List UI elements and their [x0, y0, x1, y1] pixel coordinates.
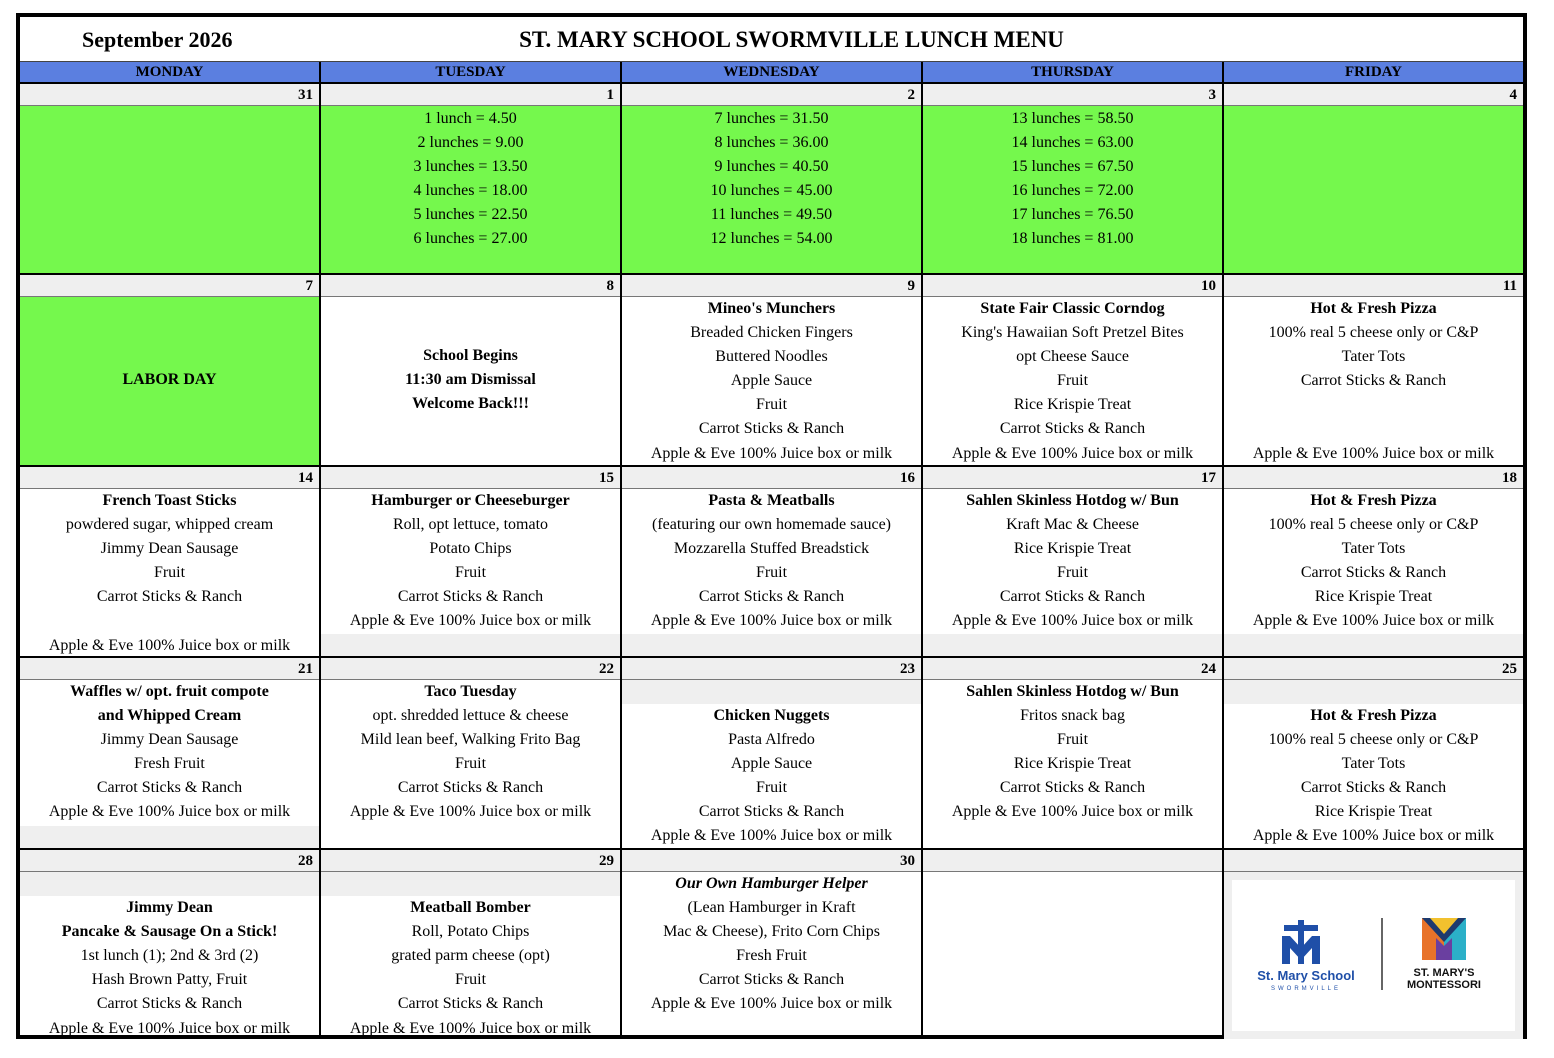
entree-title: Our Own Hamburger Helper	[675, 875, 868, 892]
school-logos	[1232, 880, 1515, 1020]
entree-title: State Fair Classic Corndog	[980, 300, 1165, 317]
entree-title: Hamburger or Cheeseburger	[371, 492, 570, 509]
entree-title: Jimmy Dean	[126, 899, 213, 916]
weekday-monday: MONDAY	[20, 62, 321, 84]
entree-title: and Whipped Cream	[97, 707, 242, 724]
announcement-line: 11:30 am Dismissal	[405, 371, 536, 388]
price-line: 14 lunches = 63.00	[1011, 134, 1134, 151]
menu-items	[622, 872, 921, 1016]
cell-footer-band	[20, 826, 319, 848]
menu-items	[20, 872, 319, 1016]
date-number: 7	[20, 275, 319, 297]
drink-line: Apple & Eve 100% Juice box or milk	[48, 637, 291, 654]
date-number: 18	[1224, 467, 1523, 489]
menu-item: Apple & Eve 100% Juice box or milk	[650, 827, 893, 844]
date-number: 30	[622, 850, 921, 872]
menu-items	[321, 872, 620, 1016]
menu-item: Rice Krispie Treat	[1013, 755, 1132, 772]
menu-item: (featuring our own homemade sauce)	[651, 516, 891, 533]
menu-item: Apple & Eve 100% Juice box or milk	[349, 803, 592, 820]
date-number	[1224, 850, 1523, 872]
menu-item: Mild lean beef, Walking Frito Bag	[360, 731, 581, 748]
menu-item: Pasta Alfredo	[728, 731, 815, 748]
menu-item: Fresh Fruit	[134, 755, 205, 772]
menu-item: Mozzarella Stuffed Breadstick	[673, 540, 870, 557]
menu-item: Carrot Sticks & Ranch	[698, 803, 845, 820]
menu-item: Fruit	[755, 396, 788, 413]
menu-item: Hash Brown Patty, Fruit	[91, 971, 248, 988]
title-row	[20, 17, 1523, 62]
weekday-tuesday: TUESDAY	[321, 62, 622, 84]
menu-item: Roll, Potato Chips	[411, 923, 530, 940]
price-line: 18 lunches = 81.00	[1011, 230, 1134, 247]
lunch-menu-calendar	[16, 13, 1527, 1039]
menu-item: Apple & Eve 100% Juice box or milk	[650, 612, 893, 629]
menu-item: Apple Sauce	[730, 755, 813, 772]
date-number: 21	[20, 658, 319, 680]
menu-item: Fruit	[755, 779, 788, 796]
week-row-1	[20, 84, 1523, 273]
menu-item: Buttered Noodles	[715, 348, 828, 365]
day-cell	[622, 658, 923, 848]
menu-item: Carrot Sticks & Ranch	[999, 420, 1146, 437]
blank-band	[20, 872, 319, 896]
menu-items	[622, 297, 921, 441]
price-line: 4 lunches = 18.00	[413, 182, 528, 199]
month-label: September 2026	[82, 27, 233, 52]
entree-title: Sahlen Skinless Hotdog w/ Bun	[966, 683, 1179, 700]
day-cell	[622, 275, 923, 465]
menu-item: powdered sugar, whipped cream	[65, 516, 274, 533]
day-cell	[923, 84, 1224, 273]
entree-title: Meatball Bomber	[410, 899, 531, 916]
date-number: 2	[622, 84, 921, 106]
entree-title: Hot & Fresh Pizza	[1310, 707, 1437, 724]
drink-line: Apple & Eve 100% Juice box or milk	[48, 1020, 291, 1037]
menu-item: Rice Krispie Treat	[1013, 540, 1132, 557]
menu-item: Carrot Sticks & Ranch	[397, 779, 544, 796]
menu-item: Rice Krispie Treat	[1314, 803, 1433, 820]
date-number: 29	[321, 850, 620, 872]
menu-item: Roll, opt lettuce, tomato	[392, 516, 549, 533]
montessori-line2: MONTESSORI	[1407, 979, 1481, 991]
entree-title: French Toast Sticks	[102, 492, 237, 509]
menu-items	[622, 680, 921, 848]
entree-title: Waffles w/ opt. fruit compote	[70, 683, 269, 700]
date-number	[923, 850, 1222, 872]
week-row-5	[20, 848, 1523, 1039]
date-number: 8	[321, 275, 620, 297]
menu-item: Jimmy Dean Sausage	[100, 540, 239, 557]
weekday-header	[20, 62, 1523, 84]
weekday-thursday: THURSDAY	[923, 62, 1224, 84]
price-line: 12 lunches = 54.00	[710, 230, 833, 247]
menu-items	[1224, 297, 1523, 393]
price-line: 13 lunches = 58.50	[1011, 110, 1134, 127]
date-number: 4	[1224, 84, 1523, 106]
date-number: 31	[20, 84, 319, 106]
menu-item: Carrot Sticks & Ranch	[1300, 779, 1447, 796]
blank-band	[321, 872, 620, 896]
date-number: 14	[20, 467, 319, 489]
menu-item: Apple & Eve 100% Juice box or milk	[1252, 612, 1495, 629]
day-cell	[20, 658, 321, 848]
day-cell	[20, 850, 321, 1039]
date-number: 28	[20, 850, 319, 872]
menu-item: Fresh Fruit	[736, 947, 807, 964]
price-line: 10 lunches = 45.00	[710, 182, 833, 199]
date-number: 25	[1224, 658, 1523, 680]
menu-item: Apple & Eve 100% Juice box or milk	[951, 803, 1194, 820]
day-cell	[321, 850, 622, 1039]
blank-band	[622, 680, 921, 704]
st-mary-school-logo	[1257, 920, 1355, 992]
entree-title: Chicken Nuggets	[713, 707, 830, 724]
logos-panel	[1232, 880, 1515, 1031]
drink-line: Apple & Eve 100% Juice box or milk	[951, 445, 1194, 462]
menu-item: Tater Tots	[1341, 348, 1406, 365]
menu-item: Carrot Sticks & Ranch	[397, 588, 544, 605]
price-line: 8 lunches = 36.00	[714, 134, 829, 151]
menu-item: opt Cheese Sauce	[1016, 348, 1129, 365]
menu-items	[923, 489, 1222, 633]
day-cell	[1224, 275, 1523, 465]
menu-item: Apple & Eve 100% Juice box or milk	[349, 612, 592, 629]
menu-item: Fritos snack bag	[1020, 707, 1125, 724]
weekday-wednesday: WEDNESDAY	[622, 62, 923, 84]
menu-item: Tater Tots	[1341, 540, 1406, 557]
menu-item: Fruit	[1056, 731, 1089, 748]
menu-item: Mac & Cheese), Frito Corn Chips	[663, 923, 880, 940]
menu-item: 100% real 5 cheese only or C&P	[1268, 516, 1479, 533]
menu-item: Fruit	[755, 564, 788, 581]
day-cell	[321, 84, 622, 273]
blank-band	[1224, 680, 1523, 704]
school-logo-sub: SWORMVILLE	[1270, 986, 1342, 992]
menu-item: Tater Tots	[1341, 755, 1406, 772]
menu-item: 100% real 5 cheese only or C&P	[1268, 731, 1479, 748]
menu-item: Carrot Sticks & Ranch	[1300, 564, 1447, 581]
menu-items	[923, 297, 1222, 441]
cell-footer-band	[622, 634, 921, 656]
date-number: 10	[923, 275, 1222, 297]
menu-item: 1st lunch (1); 2nd & 3rd (2)	[80, 947, 259, 964]
price-line: 1 lunch = 4.50	[424, 110, 517, 127]
menu-item: Carrot Sticks & Ranch	[96, 588, 243, 605]
drink-line: Apple & Eve 100% Juice box or milk	[349, 1020, 592, 1037]
day-cell	[923, 467, 1224, 656]
date-number: 16	[622, 467, 921, 489]
price-line: 15 lunches = 67.50	[1011, 158, 1134, 175]
menu-item: Breaded Chicken Fingers	[690, 324, 853, 341]
entree-title: Hot & Fresh Pizza	[1310, 300, 1437, 317]
menu-item: Jimmy Dean Sausage	[100, 731, 239, 748]
day-cell	[923, 850, 1224, 1039]
menu-item: 100% real 5 cheese only or C&P	[1268, 324, 1479, 341]
price-line: 7 lunches = 31.50	[714, 110, 829, 127]
day-cell	[622, 467, 923, 656]
announcement	[321, 297, 620, 416]
entree-title: Pasta & Meatballs	[708, 492, 835, 509]
week-row-3	[20, 465, 1523, 656]
menu-item: Fruit	[454, 755, 487, 772]
menu-item: Carrot Sticks & Ranch	[698, 588, 845, 605]
logo-cell	[1224, 850, 1523, 1039]
page-title: ST. MARY SCHOOL SWORMVILLE LUNCH MENU	[519, 27, 1064, 52]
date-number: 9	[622, 275, 921, 297]
cell-footer-band	[923, 634, 1222, 656]
day-cell	[321, 275, 622, 465]
menu-item: Fruit	[454, 971, 487, 988]
day-cell	[622, 84, 923, 273]
menu-items	[321, 680, 620, 824]
menu-item: Carrot Sticks & Ranch	[698, 420, 845, 437]
menu-item: Apple & Eve 100% Juice box or milk	[650, 995, 893, 1012]
date-number: 11	[1224, 275, 1523, 297]
menu-items	[321, 489, 620, 633]
menu-item: Apple & Eve 100% Juice box or milk	[1252, 827, 1495, 844]
announcement-line: School Begins	[423, 347, 518, 364]
day-cell	[321, 658, 622, 848]
day-cell	[20, 275, 321, 465]
menu-items	[20, 680, 319, 824]
week-row-2	[20, 273, 1523, 465]
menu-items	[622, 489, 921, 633]
price-list	[321, 106, 620, 251]
date-number: 1	[321, 84, 620, 106]
menu-item: Rice Krispie Treat	[1314, 588, 1433, 605]
menu-item: Carrot Sticks & Ranch	[999, 779, 1146, 796]
price-line: 2 lunches = 9.00	[417, 134, 524, 151]
price-line: 6 lunches = 27.00	[413, 230, 528, 247]
school-logo-name: St. Mary School	[1257, 968, 1355, 983]
menu-item: Carrot Sticks & Ranch	[397, 995, 544, 1012]
cell-footer-band	[321, 634, 620, 656]
menu-items	[1224, 489, 1523, 633]
entree-title: Mineo's Munchers	[707, 300, 836, 317]
day-cell	[1224, 658, 1523, 848]
menu-item: King's Hawaiian Soft Pretzel Bites	[961, 324, 1184, 341]
menu-item: Fruit	[1056, 372, 1089, 389]
menu-item: Fruit	[1056, 564, 1089, 581]
entree-title: Taco Tuesday	[424, 683, 517, 700]
montessori-logo	[1407, 918, 1481, 991]
date-number: 17	[923, 467, 1222, 489]
menu-item: Carrot Sticks & Ranch	[999, 588, 1146, 605]
price-line: 11 lunches = 49.50	[710, 206, 833, 223]
price-line: 3 lunches = 13.50	[413, 158, 528, 175]
date-number: 24	[923, 658, 1222, 680]
menu-item: Carrot Sticks & Ranch	[1300, 372, 1447, 389]
menu-items	[20, 489, 319, 609]
day-cell	[20, 84, 321, 273]
price-list	[622, 106, 921, 251]
day-cell	[622, 850, 923, 1039]
menu-item: Kraft Mac & Cheese	[1006, 516, 1139, 533]
montessori-line1: ST. MARY'S	[1413, 967, 1475, 979]
price-line: 17 lunches = 76.50	[1011, 206, 1134, 223]
menu-item: Potato Chips	[429, 540, 512, 557]
menu-item: Apple & Eve 100% Juice box or milk	[951, 612, 1194, 629]
price-line: 16 lunches = 72.00	[1011, 182, 1134, 199]
menu-item: opt. shredded lettuce & cheese	[372, 707, 569, 724]
menu-item: Rice Krispie Treat	[1013, 396, 1132, 413]
day-cell	[923, 275, 1224, 465]
menu-items	[923, 680, 1222, 824]
menu-items	[1224, 680, 1523, 848]
day-cell	[321, 467, 622, 656]
date-number: 15	[321, 467, 620, 489]
drink-line: Apple & Eve 100% Juice box or milk	[650, 445, 893, 462]
menu-item: Carrot Sticks & Ranch	[698, 971, 845, 988]
price-line: 9 lunches = 40.50	[714, 158, 829, 175]
holiday-label: LABOR DAY	[122, 371, 217, 388]
menu-item: Apple & Eve 100% Juice box or milk	[48, 803, 291, 820]
menu-item: Carrot Sticks & Ranch	[96, 995, 243, 1012]
menu-item: Fruit	[454, 564, 487, 581]
announcement-line: Welcome Back!!!	[412, 395, 529, 412]
day-cell	[20, 467, 321, 656]
cell-footer-band	[1224, 634, 1523, 656]
day-cell	[1224, 467, 1523, 656]
menu-item: Apple Sauce	[730, 372, 813, 389]
weekday-friday: FRIDAY	[1224, 62, 1523, 84]
price-line: 5 lunches = 22.50	[413, 206, 528, 223]
entree-title: Sahlen Skinless Hotdog w/ Bun	[966, 492, 1179, 509]
menu-item: (Lean Hamburger in Kraft	[687, 899, 856, 916]
menu-item: grated parm cheese (opt)	[391, 947, 550, 964]
week-row-4	[20, 656, 1523, 848]
day-cell	[923, 658, 1224, 848]
menu-item: Fruit	[153, 564, 186, 581]
drink-line: Apple & Eve 100% Juice box or milk	[1252, 445, 1495, 462]
date-number: 22	[321, 658, 620, 680]
menu-item: Carrot Sticks & Ranch	[96, 779, 243, 796]
price-list	[923, 106, 1222, 251]
entree-title: Hot & Fresh Pizza	[1310, 492, 1437, 509]
day-cell	[1224, 84, 1523, 273]
date-number: 3	[923, 84, 1222, 106]
date-number: 23	[622, 658, 921, 680]
entree-title: Pancake & Sausage On a Stick!	[61, 923, 278, 940]
